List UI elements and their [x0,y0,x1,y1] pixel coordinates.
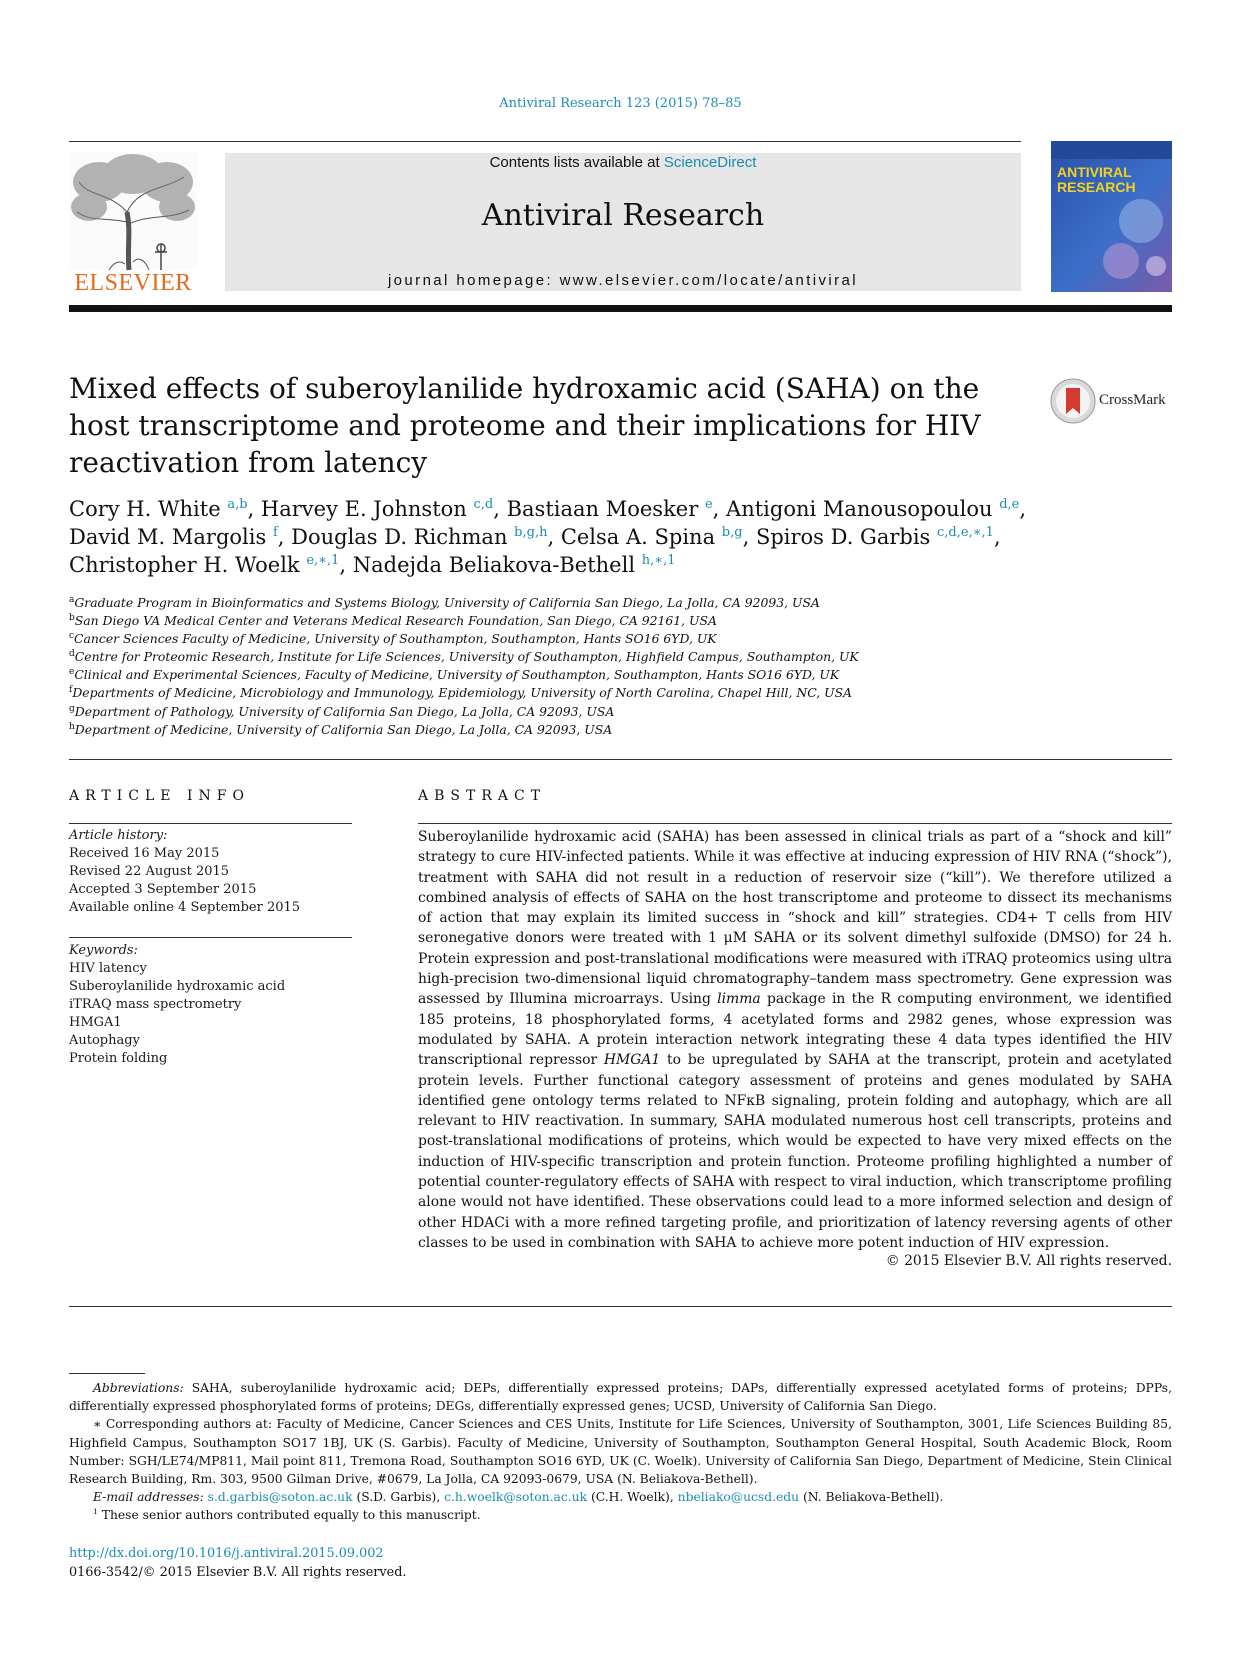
article-history-label: Article history: [69,828,168,843]
author[interactable] [261,497,507,521]
journal-cover-image [1051,141,1172,292]
affiliation-mark: h [69,721,75,732]
email-link[interactable]: nbeliako@ucsd.edu [677,1490,800,1505]
affiliation-text: Centre for Proteomic Research, Institute for Life Sciences, University of Southampton, Highfield Campus, Southampton, UK [74,649,859,665]
author[interactable] [353,553,676,577]
keyword-item: Protein folding [69,1051,168,1066]
affiliation-mark: c [69,631,75,642]
keyword-item: iTRAQ mass spectrometry [69,997,242,1012]
author-separator: , [339,553,353,577]
article-info-heading: ARTICLE INFO [69,788,250,804]
crossmark-label[interactable]: CrossMark [1099,392,1166,408]
history-item: Received 16 May 2015 [69,846,220,861]
abstract-heading: ABSTRACT [418,788,547,804]
footnote-rule [69,1373,145,1374]
affiliation-item [69,666,1172,684]
author-name: Celsa A. Spina [560,525,716,549]
affiliation-item [69,648,1172,666]
author-name: Spiros D. Garbis [755,525,931,549]
author[interactable] [69,553,353,577]
author-name: Christopher H. Woelk [69,553,300,577]
author-affiliation-marks[interactable]: d,e [999,497,1020,512]
abstract-italic-term: limma [717,991,761,1008]
author-separator: , [277,525,292,549]
affiliation-text: San Diego VA Medical Center and Veterans Medical Research Foundation, San Diego, CA 92161, USA [74,613,717,629]
journal-reference-link[interactable]: Antiviral Research 123 (2015) 78–85 [499,96,742,111]
article-info-rule [69,823,352,824]
section-divider [69,1306,1172,1307]
abstract-italic-term: HMGA1 [603,1052,661,1069]
header-thick-rule [69,305,1172,312]
author-separator: , [1019,497,1027,521]
author-separator: , [993,525,1001,549]
author[interactable] [561,525,756,549]
history-item: Revised 22 August 2015 [69,864,230,879]
author-affiliation-marks[interactable]: c,d,e,∗,1 [937,525,994,540]
author-name: Cory H. White [69,497,221,521]
author[interactable] [69,525,291,549]
senior-text: These senior authors contributed equally to this manuscript. [97,1508,481,1523]
doi-block [69,1545,406,1582]
top-rule [69,141,1021,142]
author-separator: , [712,497,727,521]
affiliation-item [69,684,1172,702]
article-history [69,827,352,917]
doi-link[interactable]: http://dx.doi.org/10.1016/j.antiviral.2015.09.002 [69,1546,384,1561]
sciencedirect-link[interactable]: ScienceDirect [663,154,757,171]
affiliation-mark: f [69,685,73,696]
abstract-copyright: © 2015 Elsevier B.V. All rights reserved. [885,1253,1172,1269]
abstract-text-part: to be upregulated by SAHA at the transcript, protein and acetylated protein levels. Further functional category assessment of proteins and genes modulated by SAHA identified gene ontology terms related to NFκB signaling, protein folding and autophagy, which are all relevant to HIV reactivation. In summary, SAHA modulated numerous host cell transcripts, proteins and post-translational modifications of proteins, which would be expected to have very mixed effects on the induction of HIV-specific transcription and protein function. Proteome profiling highlighted a number of potential counter-regulatory effects of SAHA with respect to viral induction, which transcriptome profiling alone would not have identified. These observations could lead to a more informed selection and design of other HDACi with a more refined targeting profile, and prioritization of latency reversing agents of other classes to be used in combination with SAHA to achieve more potent induction of HIV expression. [418,1052,1172,1251]
elsevier-wordmark: ELSEVIER [74,270,192,296]
footnotes [69,1379,1172,1525]
senior-mark: 1 [93,1507,98,1517]
author-affiliation-marks[interactable]: e [704,497,713,512]
email-link[interactable]: s.d.garbis@soton.ac.uk [207,1490,353,1505]
journal-homepage-link[interactable]: journal homepage: www.elsevier.com/locate/antiviral [387,272,859,289]
corresponding-footnote [69,1415,1172,1488]
author-separator: , [247,497,261,521]
author-separator: , [493,497,507,521]
affiliation-mark: e [69,667,75,678]
article-title: Mixed effects of suberoylanilide hydroxamic acid (SAHA) on the host transcriptome and proteome and their implications for HIV reactivation from latency [69,372,981,479]
author-separator: , [742,525,756,549]
email-link[interactable]: c.h.woelk@soton.ac.uk [444,1490,588,1505]
affiliation-item [69,721,1172,739]
author-affiliation-marks[interactable]: b,g,h [514,525,548,540]
keyword-item: HMGA1 [69,1015,122,1030]
author-affiliation-marks[interactable]: h,∗,1 [641,553,676,568]
keyword-item: Suberoylanilide hydroxamic acid [69,979,286,994]
abbreviations-footnote [69,1379,1172,1415]
crossmark-icon[interactable] [1050,378,1096,424]
section-divider [69,759,1172,760]
author-affiliation-marks[interactable]: f [272,525,278,540]
cover-title-line2: RESEARCH [1057,179,1136,195]
author-name: Bastiaan Moesker [506,497,699,521]
cover-title-line1: ANTIVIRAL [1057,164,1132,180]
author-affiliation-marks[interactable]: b,g [721,525,743,540]
author-list [69,495,1172,579]
affiliation-mark: a [69,594,75,605]
author[interactable] [69,497,261,521]
author-name: Nadejda Beliakova-Bethell [352,553,636,577]
author-name: David M. Margolis [69,525,267,549]
affiliation-item [69,703,1172,721]
author-affiliation-marks[interactable]: c,d [473,497,494,512]
email-owner: (C.H. Woelk), [587,1490,678,1505]
author[interactable] [291,525,561,549]
abstract-text-part: package in the R computing environment, we identified 185 proteins, 18 phosphorylated forms, 4 acetylated forms and 2982 genes, whose expression was modulated by SAHA. A protein interaction network integrating these 4 data types identified the HIV transcriptional repressor [418,991,1172,1069]
abstract-body [418,827,1172,1253]
senior-authors-footnote [69,1506,1172,1524]
journal-name: Antiviral Research [481,198,765,233]
contents-line [225,154,1021,171]
affiliation-mark: b [69,612,75,623]
author-name: Douglas D. Richman [291,525,508,549]
author-name: Harvey E. Johnston [260,497,467,521]
email-owner: (N. Beliakova-Bethell). [799,1490,944,1505]
affiliation-text: Graduate Program in Bioinformatics and Systems Biology, University of California San Diego, La Jolla, CA 92093, USA [74,595,820,610]
abbreviations-text: SAHA, suberoylanilide hydroxamic acid; DEPs, differentially expressed proteins; DAPs, differentially expressed acetylated forms of proteins; DPPs, differentially expressed phosphorylated forms of proteins; DEGs, differentially expressed genes; UCSD, University of California San Diego. [69,1381,1172,1414]
author[interactable] [756,525,1001,549]
author-affiliation-marks[interactable]: e,∗,1 [306,553,340,568]
author-affiliation-marks[interactable]: a,b [227,497,248,512]
affiliation-list [69,594,1172,739]
affiliation-text: Department of Pathology, University of California San Diego, La Jolla, CA 92093, USA [74,703,615,719]
contents-prefix: Contents lists available at [489,154,664,171]
email-footnote [69,1488,1172,1506]
affiliation-text: Department of Medicine, University of California San Diego, La Jolla, CA 92093, USA [74,721,613,737]
keyword-item: HIV latency [69,961,147,976]
keywords-rule [69,937,352,938]
affiliation-item [69,612,1172,630]
issn-line: 0166-3542/© 2015 Elsevier B.V. All rights reserved. [69,1564,407,1580]
author[interactable] [726,497,1026,521]
email-label: E-mail addresses: [93,1490,204,1505]
abbreviations-label: Abbreviations: [93,1381,184,1395]
corresponding-mark: ∗ [93,1417,102,1432]
email-owner: (S.D. Garbis), [352,1490,445,1505]
affiliation-item [69,630,1172,648]
abstract-text-part: Suberoylanilide hydroxamic acid (SAHA) has been assessed in clinical trials as part of a “shock and kill” strategy to cure HIV-infected patients. While it was effective at inducing expression of HIV RNA (“shock”), treatment with SAHA did not result in a reduction of reservoir size (“kill”). We therefore utilized a combined analysis of effects of SAHA on the host transcriptome and proteome to dissect its mechanisms of action that may explain its limited success in “shock and kill” strategies. CD4+ T cells from HIV seronegative donors were treated with 1 μM SAHA or its solvent dimethyl sulfoxide (DMSO) for 24 h. Protein expression and post-translational modifications were measured with iTRAQ proteomics using ultra high-precision two-dimensional liquid chromatography–tandem mass spectrometry. Gene expression was assessed by Illumina microarrays. Using [418,829,1172,1008]
affiliation-mark: g [69,703,75,714]
history-item: Available online 4 September 2015 [69,900,301,915]
affiliation-text: Cancer Sciences Faculty of Medicine, University of Southampton, Southampton, Hants SO16 6YD, UK [74,631,717,647]
affiliation-mark: d [69,649,75,660]
keyword-item: Autophagy [69,1033,140,1048]
affiliation-text: Clinical and Experimental Sciences, Faculty of Medicine, University of Southampton, Southampton, Hants SO16 6YD, UK [74,667,840,683]
history-item: Accepted 3 September 2015 [69,882,257,897]
abstract-rule [418,823,1172,824]
author[interactable] [507,497,726,521]
author-separator: , [547,525,561,549]
affiliation-item [69,594,1172,612]
affiliation-text: Departments of Medicine, Microbiology and Immunology, Epidemiology, University of North Carolina, Chapel Hill, NC, USA [72,685,853,701]
keywords-label: Keywords: [69,943,138,958]
corresponding-text: Corresponding authors at: Faculty of Medicine, Cancer Sciences and CES Units, Institute for Life Sciences, University of Southampton, 3001, Life Sciences Building 85, Highfield Campus, Southampton SO17 1BJ, UK (S. Garbis). Faculty of Medicine, University of Southampton, Southampton General Hospital, South Academic Block, Room Number: SGH/LE74/MP811, Mail point 811, Tremona Road, Southampton SO16 6YD, UK (C. Woelk). University of California San Diego, Department of Medicine, Stein Clinical Research Building, Rm. 303, 9500 Gilman Drive, #0679, La Jolla, CA 92093-0679, USA (N. Beliakova-Bethell). [69,1417,1172,1487]
keywords [69,942,352,1068]
author-name: Antigoni Manousopoulou [726,497,993,521]
